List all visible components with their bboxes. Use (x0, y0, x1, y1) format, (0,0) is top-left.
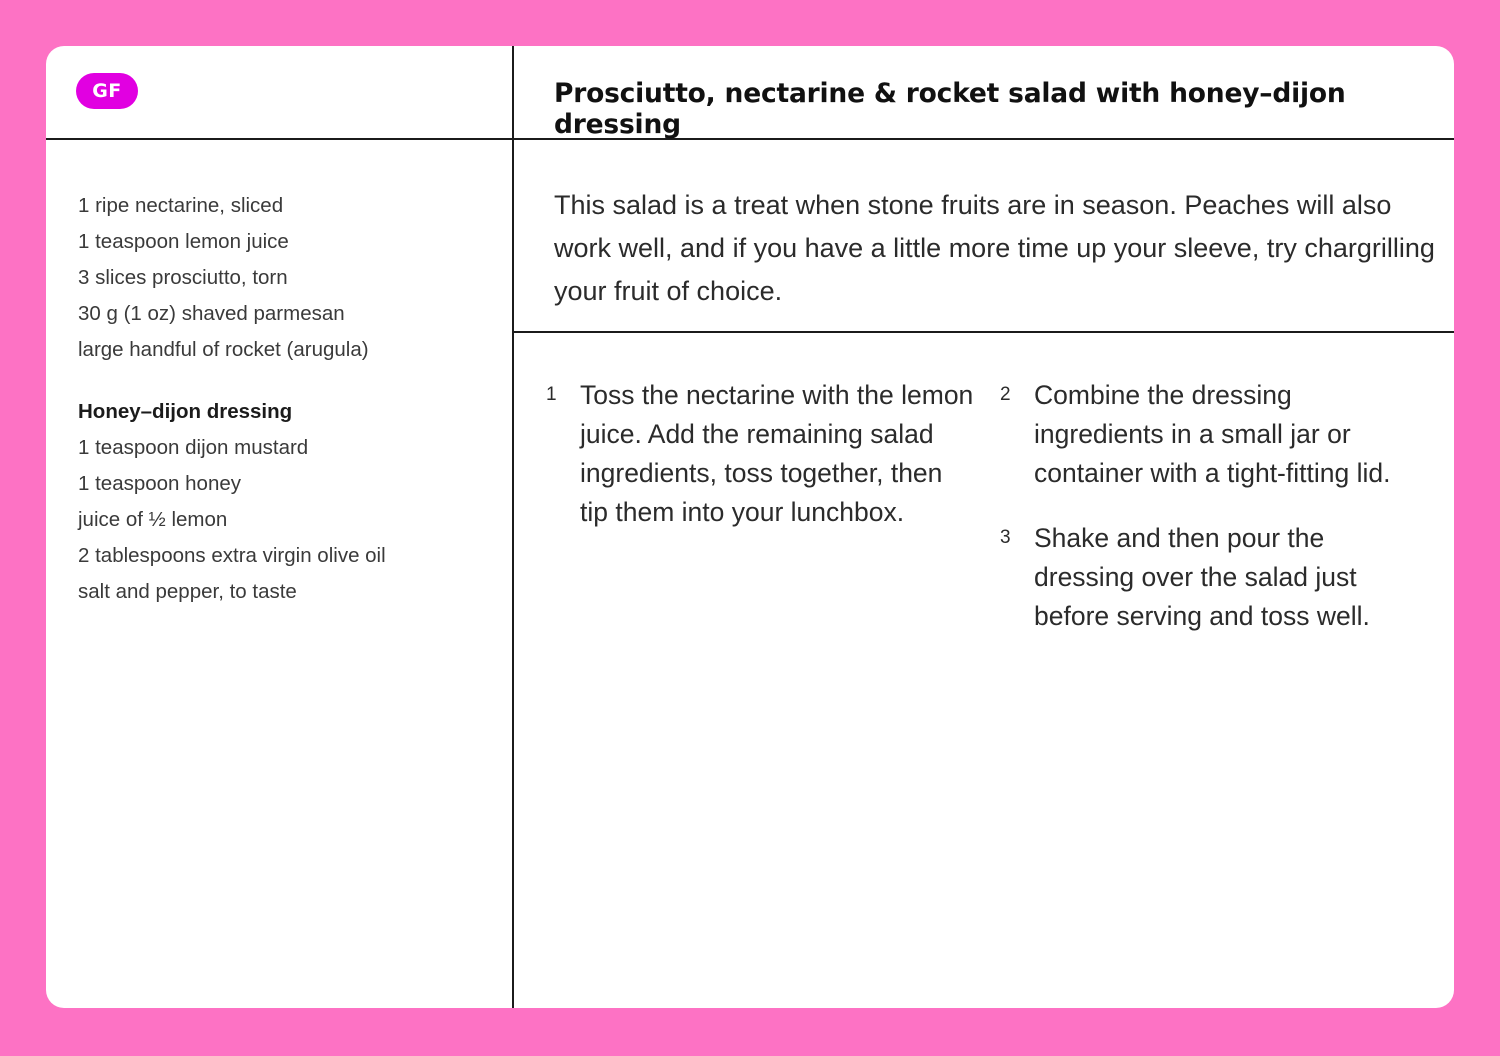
dressing-heading: Honey–dijon dressing (78, 400, 293, 423)
step-number: 3 (1000, 527, 1011, 548)
list-item: juice of ½ lemon (78, 508, 228, 531)
list-item: 2 tablespoons extra virgin olive oil (78, 544, 386, 567)
list-item: 1 teaspoon dijon mustard (78, 436, 309, 459)
page-title: Prosciutto, nectarine & rocket salad with honey–dijon dressing (554, 78, 1346, 140)
list-item (1000, 376, 1428, 493)
step-text: Shake and then pour the dressing over the salad just before serving and toss well. (1034, 523, 1370, 631)
recipe-card (46, 46, 1454, 1008)
list-item: 1 teaspoon lemon juice (78, 230, 289, 253)
column-divider (512, 46, 514, 1008)
list-item: salt and pepper, to taste (78, 580, 297, 603)
list-item (546, 376, 974, 532)
list-item: 30 g (1 oz) shaved parmesan (78, 302, 345, 325)
step-text: Combine the dressing ingredients in a small jar or container with a tight-fitting lid. (1034, 380, 1391, 488)
list-item: 1 teaspoon honey (78, 472, 241, 495)
list-item: large handful of rocket (arugula) (78, 338, 369, 361)
method-steps (546, 376, 1454, 662)
list-item: 1 ripe nectarine, sliced (78, 194, 284, 217)
intro-paragraph: This salad is a treat when stone fruits are in season. Peaches will also work well, and if you have a little more time up your sleeve, try chargrilling your fruit of choice. (554, 190, 1435, 306)
status-badge: GF (76, 73, 138, 109)
steps-column-right (1000, 376, 1454, 662)
list-item: 3 slices prosciutto, torn (78, 266, 288, 289)
intro-divider (512, 331, 1454, 333)
step-number: 2 (1000, 384, 1011, 405)
steps-column-left (546, 376, 1000, 662)
list-item (1000, 519, 1428, 636)
ingredients-list (78, 188, 488, 610)
step-text: Toss the nectarine with the lemon juice. Add the remaining salad ingredients, toss together, then tip them into your lunchbox. (580, 380, 974, 527)
step-number: 1 (546, 384, 557, 405)
